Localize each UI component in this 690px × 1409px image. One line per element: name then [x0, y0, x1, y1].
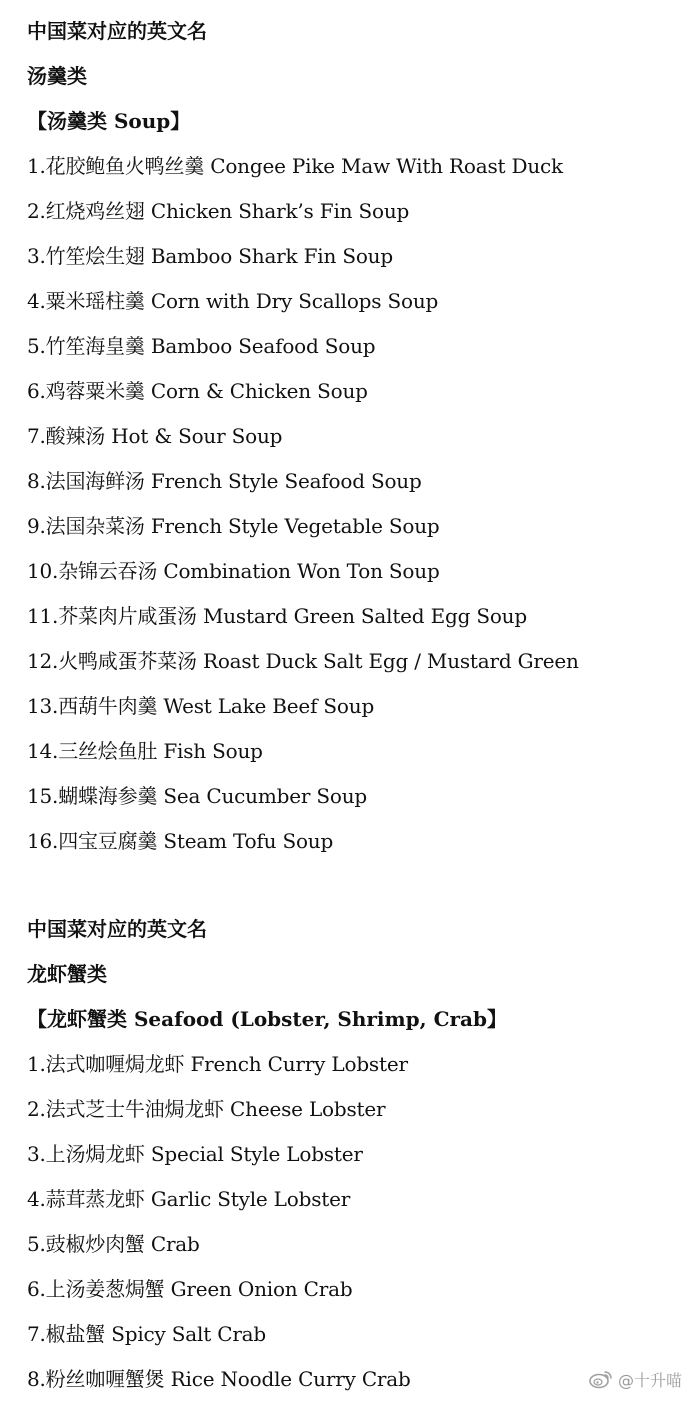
- seafood-item: 8.粉丝咖喱蟹煲 Rice Noodle Curry Crab: [27, 1367, 411, 1391]
- section1-title: 中国菜对应的英文名: [27, 19, 207, 43]
- section2-subtitle: 龙虾蟹类: [27, 962, 107, 986]
- seafood-item: 5.豉椒炒肉蟹 Crab: [27, 1232, 200, 1256]
- seafood-item: 3.上汤焗龙虾 Special Style Lobster: [27, 1142, 363, 1166]
- soup-item: 14.三丝烩鱼肚 Fish Soup: [27, 739, 263, 763]
- seafood-item: 6.上汤姜葱焗蟹 Green Onion Crab: [27, 1277, 353, 1301]
- soup-item: 10.杂锦云吞汤 Combination Won Ton Soup: [27, 559, 440, 583]
- soup-item: 8.法国海鲜汤 French Style Seafood Soup: [27, 469, 422, 493]
- soup-item: 11.芥菜肉片咸蛋汤 Mustard Green Salted Egg Soup: [27, 604, 527, 628]
- seafood-item: 1.法式咖喱焗龙虾 French Curry Lobster: [27, 1052, 408, 1076]
- seafood-item: 2.法式芝士牛油焗龙虾 Cheese Lobster: [27, 1097, 386, 1121]
- soup-item: 12.火鸭咸蛋芥菜汤 Roast Duck Salt Egg / Mustard Green: [27, 649, 579, 673]
- weibo-icon: [588, 1369, 614, 1389]
- watermark-text: @十升喵: [617, 1370, 682, 1390]
- soup-item: 13.西葫牛肉羹 West Lake Beef Soup: [27, 694, 375, 718]
- soup-item: 9.法国杂菜汤 French Style Vegetable Soup: [27, 514, 440, 538]
- seafood-item: 7.椒盐蟹 Spicy Salt Crab: [27, 1322, 267, 1346]
- soup-item: 15.蝴蝶海参羹 Sea Cucumber Soup: [27, 784, 367, 808]
- section2-title: 中国菜对应的英文名: [27, 917, 207, 941]
- soup-item: 2.红烧鸡丝翅 Chicken Shark’s Fin Soup: [27, 199, 410, 223]
- soup-item: 16.四宝豆腐羹 Steam Tofu Soup: [27, 829, 334, 853]
- soup-item: 4.粟米瑶柱羹 Corn with Dry Scallops Soup: [27, 289, 439, 313]
- section2-header: 【龙虾蟹类 Seafood (Lobster, Shrimp, Crab】: [27, 1007, 507, 1031]
- soup-item: 3.竹笙烩生翅 Bamboo Shark Fin Soup: [27, 244, 393, 268]
- soup-item: 1.花胶鲍鱼火鸭丝羹 Congee Pike Maw With Roast Duck: [27, 154, 563, 178]
- soup-item: 7.酸辣汤 Hot & Sour Soup: [27, 424, 283, 448]
- soup-item: 6.鸡蓉粟米羹 Corn & Chicken Soup: [27, 379, 368, 403]
- soup-item: 5.竹笙海皇羹 Bamboo Seafood Soup: [27, 334, 376, 358]
- watermark: [588, 1367, 682, 1391]
- section1-subtitle: 汤羹类: [27, 64, 87, 88]
- section1-header: 【汤羹类 Soup】: [27, 109, 191, 133]
- seafood-item: 4.蒜茸蒸龙虾 Garlic Style Lobster: [27, 1187, 351, 1211]
